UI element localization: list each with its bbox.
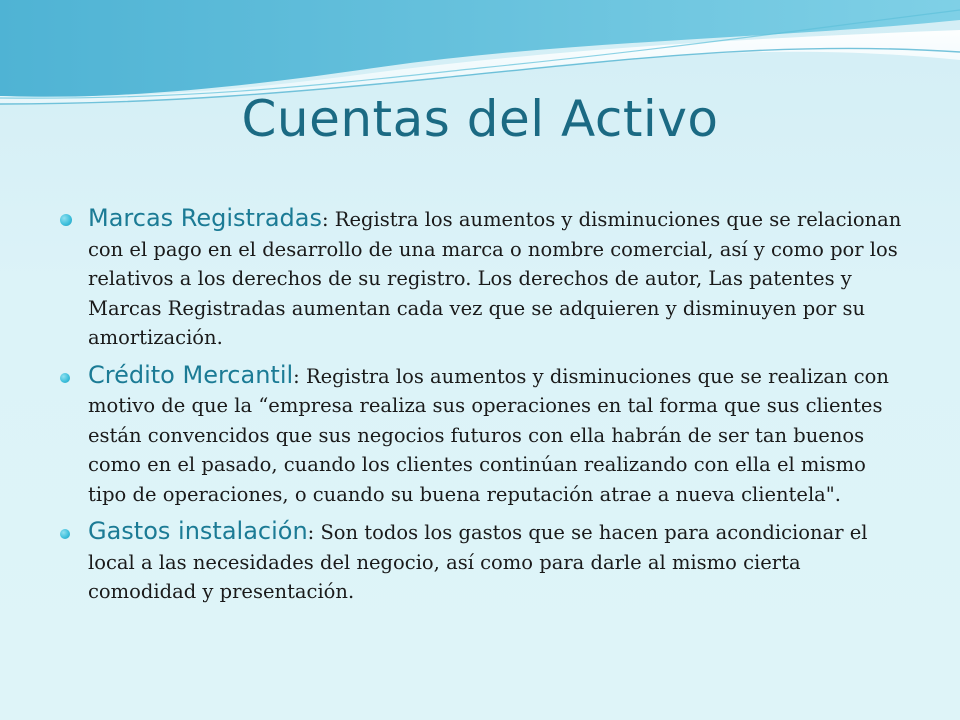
bullet-icon <box>60 529 70 539</box>
term-credito-mercantil: Crédito Mercantil <box>88 360 294 389</box>
list-item <box>60 204 910 353</box>
description-marcas-registradas: : Registra los aumentos y disminuciones que se relacionan con el pago en el desarrollo de una marca o nombre comercial, así y como por los relativos a los derechos de su registro. Los derechos de autor, Las patentes y Marcas Registradas aumentan cada vez que se adquieren y disminuyen por su amortización. <box>88 208 902 349</box>
list-item <box>60 517 910 607</box>
bullet-icon <box>60 373 70 383</box>
list-item <box>60 361 910 510</box>
term-gastos-instalacion: Gastos instalación <box>88 517 308 545</box>
description-gastos-instalacion: : Son todos los gastos que se hacen para acondicionar el local a las necesidades del negocio, así como para darle al mismo cierta comodidad y presentación. <box>88 521 868 603</box>
description-credito-mercantil: : Registra los aumentos y disminuciones que se realizan con motivo de que la “empresa realiza sus operaciones en tal forma que sus clientes están convencidos que sus negocios futuros con ella habrán de ser tan buenos como en el pasado, cuando los clientes continúan realizando con ella el mismo tipo de operaciones, o cuando su buena reputación atrae a nueva clientela". <box>88 364 889 506</box>
bullet-list <box>60 204 910 615</box>
term-marcas-registradas: Marcas Registradas <box>88 204 322 232</box>
bullet-icon <box>60 214 72 226</box>
slide-title: Cuentas del Activo <box>241 90 719 148</box>
